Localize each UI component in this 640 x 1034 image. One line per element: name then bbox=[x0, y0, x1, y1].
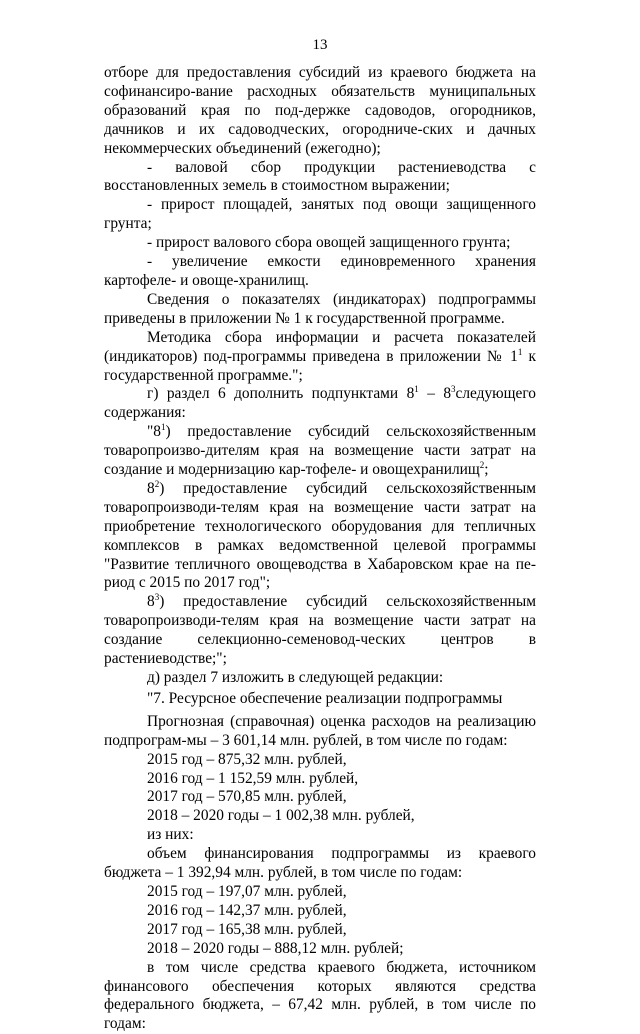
year-line: 2016 год – 1 152,59 млн. рублей, bbox=[147, 769, 359, 787]
paragraph: $8^2$) предоставление субсидий сельскохозяйственным товаропроизводи-телям края на возмещение части затрат на приобретение технологического оборудования для тепличных комплексов в рамках ведомственной целевой программы "Развитие тепличного овощеводства в Хабаровском крае на пе-риод с 2015 по 2017 год"; bbox=[104, 478, 536, 592]
paragraph: $8^3$) предоставление субсидий сельскохозяйственным товаропроизводи-телям края на возмещение части затрат на создание селекционно-семеновод-ческих центров в растениеводстве;"; bbox=[104, 592, 536, 668]
year-line: 2017 год – 165,38 млн. рублей, bbox=[147, 920, 347, 938]
paragraph: Методика сбора информации и расчета показателей (индикаторов) под-программы приведена в приложении № $1^1$ к государственной программе."; bbox=[104, 328, 537, 384]
paragraph: Сведения о показателях (индикаторах) подпрограммы приведены в приложении № 1 к государственной программе. bbox=[104, 290, 536, 327]
paragraph: из них: bbox=[147, 826, 194, 844]
paragraph: - валовой сбор продукции растениеводства с восстановленных земель в стоимостном выражении; bbox=[104, 158, 536, 195]
document-body bbox=[104, 64, 536, 1034]
paragraph: объем финансирования подпрограммы из краевого бюджета – 1 392,94 млн. рублей, в том числе по годам: bbox=[104, 845, 536, 882]
paragraph: Прогнозная (справочная) оценка расходов на реализацию подпрограм-мы – 3 601,14 млн. рублей, в том числе по годам: bbox=[104, 712, 536, 749]
year-line: 2017 год – 570,85 млн. рублей, bbox=[147, 788, 347, 806]
paragraph: г) раздел 6 дополнить подпунктами $8^1$ – $8^3следующего$ содержания: bbox=[104, 384, 536, 422]
paragraph: - увеличение емкости единовременного хранения картофеле- и овоще-хранилищ. bbox=[104, 253, 536, 289]
paragraph: д) раздел 7 изложить в следующей редакции: bbox=[147, 669, 444, 686]
year-line: 2016 год – 142,37 млн. рублей, bbox=[147, 901, 347, 919]
year-line: 2015 год – 197,07 млн. рублей, bbox=[147, 882, 347, 900]
page-number: 13 bbox=[312, 37, 328, 53]
year-line: 2018 – 2020 годы – 1 002,38 млн. рублей, bbox=[147, 807, 415, 825]
year-line: 2018 – 2020 годы – 888,12 млн. рублей; bbox=[147, 939, 404, 957]
paragraph: отборе для предоставления субсидий из краевого бюджета на софинансиро-вание расходных обязательств муниципальных образований края по под-держке садоводов, огородников, дачников и их садоводческих, огородниче-ских и дачных некоммерческих объединений (ежегодно); bbox=[104, 64, 536, 157]
paragraph: - прирост валового сбора овощей защищенного грунта; bbox=[147, 234, 511, 252]
year-line: 2015 год – 875,32 млн. рублей, bbox=[147, 750, 347, 768]
paragraph: "$8^1$) предоставление субсидий сельскохозяйственным товаропроизво-дителям края на возмещение части затрат на создание и модернизацию кар-тофеле- и овощехранилищ$^2$; bbox=[104, 422, 536, 479]
paragraph: в том числе средства краевого бюджета, источником финансового обеспечения которых являются средства федерального бюджета, – 67,42 млн. рублей, в том числе по годам: bbox=[104, 958, 536, 1033]
section-heading: "7. Ресурсное обеспечение реализации подпрограммы bbox=[147, 689, 503, 707]
paragraph: - прирост площадей, занятых под овощи защищенного грунта; bbox=[104, 196, 536, 233]
